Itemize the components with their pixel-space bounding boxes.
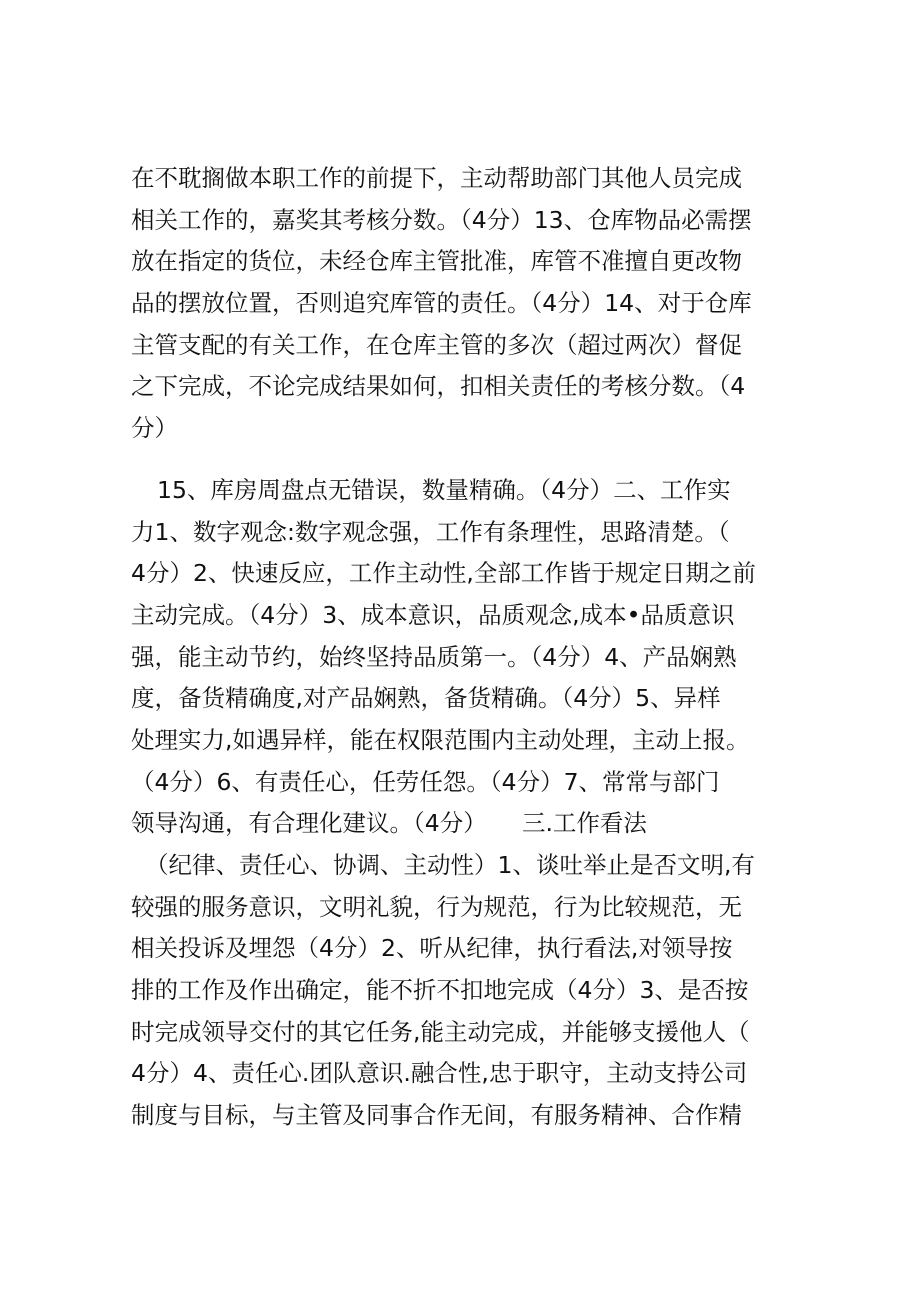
paragraph-1 <box>131 158 789 450</box>
paragraph-2-line-5: 强，能主动节约，始终坚持品质第一。（4分）4、产品娴熟 <box>131 642 737 671</box>
paragraph-2-line-1: 15、库房周盘点无错误，数量精确。（4分）二、工作实 <box>157 475 731 504</box>
paragraph-2 <box>131 470 789 1137</box>
paragraph-spacer <box>131 450 789 470</box>
paragraph-2-line-7: 处理实力,如遇异样，能在权限范围内主动处理，主动上报。 <box>131 725 750 754</box>
paragraph-2-line-3: 4分）2、快速反应，工作主动性,全部工作皆于规定日期之前 <box>131 559 756 588</box>
paragraph-2-line-10: （纪律、责任心、协调、主动性）1、谈吐举止是否文明,有 <box>145 851 755 879</box>
paragraph-1-line-7: 分） <box>131 414 178 443</box>
document-body <box>131 158 789 1137</box>
paragraph-2-line-13: 排的工作及作出确定，能不折不扣地完成（4分）3、是否按 <box>131 976 749 1005</box>
paragraph-2-line-11: 较强的服务意识，文明礼貌，行为规范，行为比较规范，无 <box>131 892 742 921</box>
paragraph-2-line-6: 度，备货精确度,对产品娴熟，备货精确。（4分）5、异样 <box>131 684 721 713</box>
paragraph-2-line-8: （4分）6、有责任心，任劳任怨。（4分）7、常常与部门 <box>131 767 720 796</box>
paragraph-1-line-6: 之下完成，不论完成结果如何，扣相关责任的考核分数。（4 <box>131 372 746 401</box>
paragraph-1-line-2: 相关工作的，嘉奖其考核分数。（4分）13、仓库物品必需摆 <box>131 205 752 234</box>
paragraph-1-line-4: 品的摆放位置，否则追究库管的责任。（4分）14、对于仓库 <box>131 289 752 318</box>
paragraph-2-line-2: 力1、数字观念:数字观念强，工作有条理性，思路清楚。（ <box>131 517 730 546</box>
paragraph-2-line-15: 4分）4、责任心.团队意识.融合性,忠于职守，主动支持公司 <box>131 1059 748 1088</box>
paragraph-2-line-14: 时完成领导交付的其它任务,能主动完成，并能够支援他人（ <box>131 1017 750 1046</box>
paragraph-2-line-9: 领导沟通，有合理化建议。（4分） 三.工作看法 <box>131 809 647 838</box>
paragraph-2-line-12: 相关投诉及埋怨（4分）2、听从纪律，执行看法,对领导按 <box>131 934 733 963</box>
paragraph-2-line-4: 主动完成。（4分）3、成本意识，品质观念,成本•品质意识 <box>131 600 735 629</box>
paragraph-1-line-1: 在不耽搁做本职工作的前提下，主动帮助部门其他人员完成 <box>131 164 742 192</box>
paragraph-2-line-16: 制度与目标，与主管及同事合作无间，有服务精神、合作精 <box>131 1101 742 1130</box>
paragraph-1-line-5: 主管支配的有关工作，在仓库主管的多次（超过两次）督促 <box>131 330 742 359</box>
paragraph-1-line-3: 放在指定的货位，未经仓库主管批准，库管不准擅自更改物 <box>131 247 742 276</box>
